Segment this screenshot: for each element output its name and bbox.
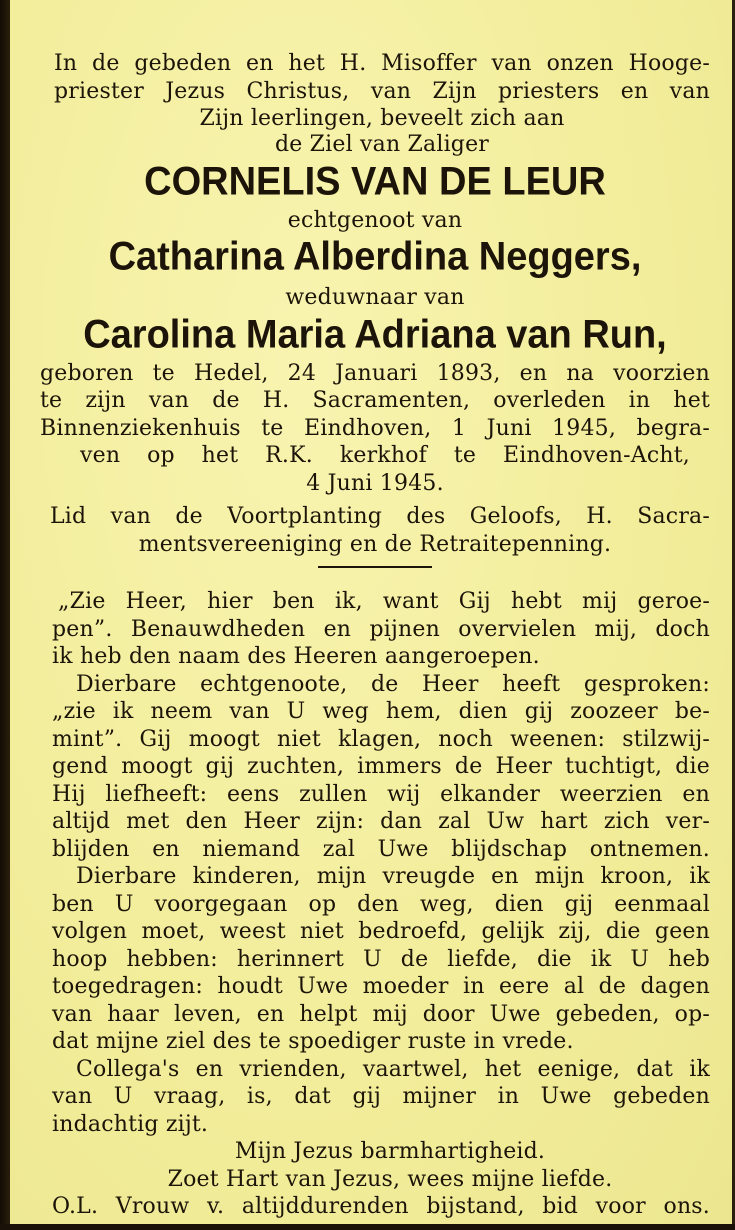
text-line: altijd met den Heer zijn: dan zal Uw hart zich ver- (52, 809, 710, 834)
intro-section (40, 50, 710, 157)
card-left-edge (0, 0, 10, 1230)
closing-line: O.L. Vrouw v. altijddurenden bijstand, bid voor ons. (52, 1194, 710, 1219)
text-line: van U vraag, is, dat gij mijner in Uwe gebeden (52, 1084, 710, 1109)
biography-line: ven op het R.K. kerkhof te Eindhoven-Acht, (80, 443, 690, 468)
text-line: „Zie Heer, hier ben ik, want Gij hebt mij geroe- (58, 589, 710, 614)
closing-section (40, 1138, 710, 1221)
text-line: Dierbare echtgenoote, de Heer heeft gesproken: (76, 671, 710, 697)
membership-section (40, 503, 710, 558)
first-wife-name: Carolina Maria Adriana van Run, (83, 312, 667, 357)
closing-line: Zoet Hart van Jezus, wees mijne liefde. (167, 1166, 613, 1192)
text-line: hoop hebben: herinnert U de liefde, die ik U heb (52, 946, 710, 972)
closing-line: Mijn Jezus barmhartigheid. (234, 1139, 546, 1164)
deceased-name: CORNELIS VAN DE LEUR (144, 159, 606, 204)
text-line: toegedragen: houdt Uwe moeder in eere al de dagen (52, 974, 710, 999)
consolation-text (40, 588, 710, 1138)
divider-rule (318, 566, 432, 568)
text-line: volgen moet, weest niet bedroefd, gelijk zij, die geen (52, 919, 710, 944)
biography-line: te zijn van de H. Sacramenten, overleden in het (40, 388, 710, 413)
card-bottom-edge (0, 1224, 735, 1230)
text-line: Dierbare kinderen, mijn vreugde en mijn kroon, ik (76, 864, 710, 889)
spouse-label: echtgenoot van (287, 207, 463, 233)
text-line: dat mijne ziel des te spoediger ruste in vrede. (52, 1029, 574, 1054)
widower-label: weduwnaar van (285, 285, 465, 310)
text-line: indachtig zijt. (52, 1111, 209, 1137)
intro-line: Zijn leerlingen, beveelt zich aan (199, 106, 565, 131)
intro-line: priester Jezus Christus, van Zijn priesters en van (54, 78, 710, 104)
biography-line: Binnenziekenhuis te Eindhoven, 1 Juni 1945, begra- (40, 415, 710, 441)
memorial-card (10, 0, 732, 1224)
card-content (40, 50, 710, 1221)
text-line: Hij liefheeft: eens zullen wij elkander weerzien en (52, 781, 710, 807)
biography-line: geboren te Hedel, 24 Januari 1893, en na voorzien (40, 360, 710, 386)
text-line: Collega's en vrienden, vaartwel, het eenige, dat ik (76, 1056, 710, 1082)
membership-line: Lid van de Voortplanting des Geloofs, H. Sacra- (50, 504, 710, 529)
text-line: mint”. Gij moogt niet klagen, noch weenen: stilzwij- (52, 726, 710, 752)
text-line: ik heb den naam des Heeren aangeroepen. (52, 644, 540, 669)
text-line: „zie ik neem van U weg hem, dien gij zoozeer be- (52, 699, 710, 724)
biography-section (40, 360, 710, 498)
biography-line: 4 Juni 1945. (306, 470, 444, 496)
membership-line: mentsvereeniging en de Retraitepenning. (138, 531, 612, 557)
text-line: pen”. Benauwdheden en pijnen overvielen mij, doch (52, 616, 710, 642)
intro-line: de Ziel van Zaliger (274, 131, 490, 157)
text-line: gend moogt gij zuchten, immers de Heer tuchtigt, die (52, 754, 710, 779)
intro-line: In de gebeden en het H. Misoffer van onzen Hooge- (54, 51, 710, 76)
text-line: blijden en niemand zal Uwe blijdschap ontnemen. (52, 836, 710, 862)
spouse-name: Catharina Alberdina Neggers, (108, 234, 642, 280)
text-line: ben U voorgegaan op den weg, dien gij eenmaal (52, 891, 710, 917)
text-line: van haar leven, en helpt mij door Uwe gebeden, op- (52, 1001, 710, 1027)
